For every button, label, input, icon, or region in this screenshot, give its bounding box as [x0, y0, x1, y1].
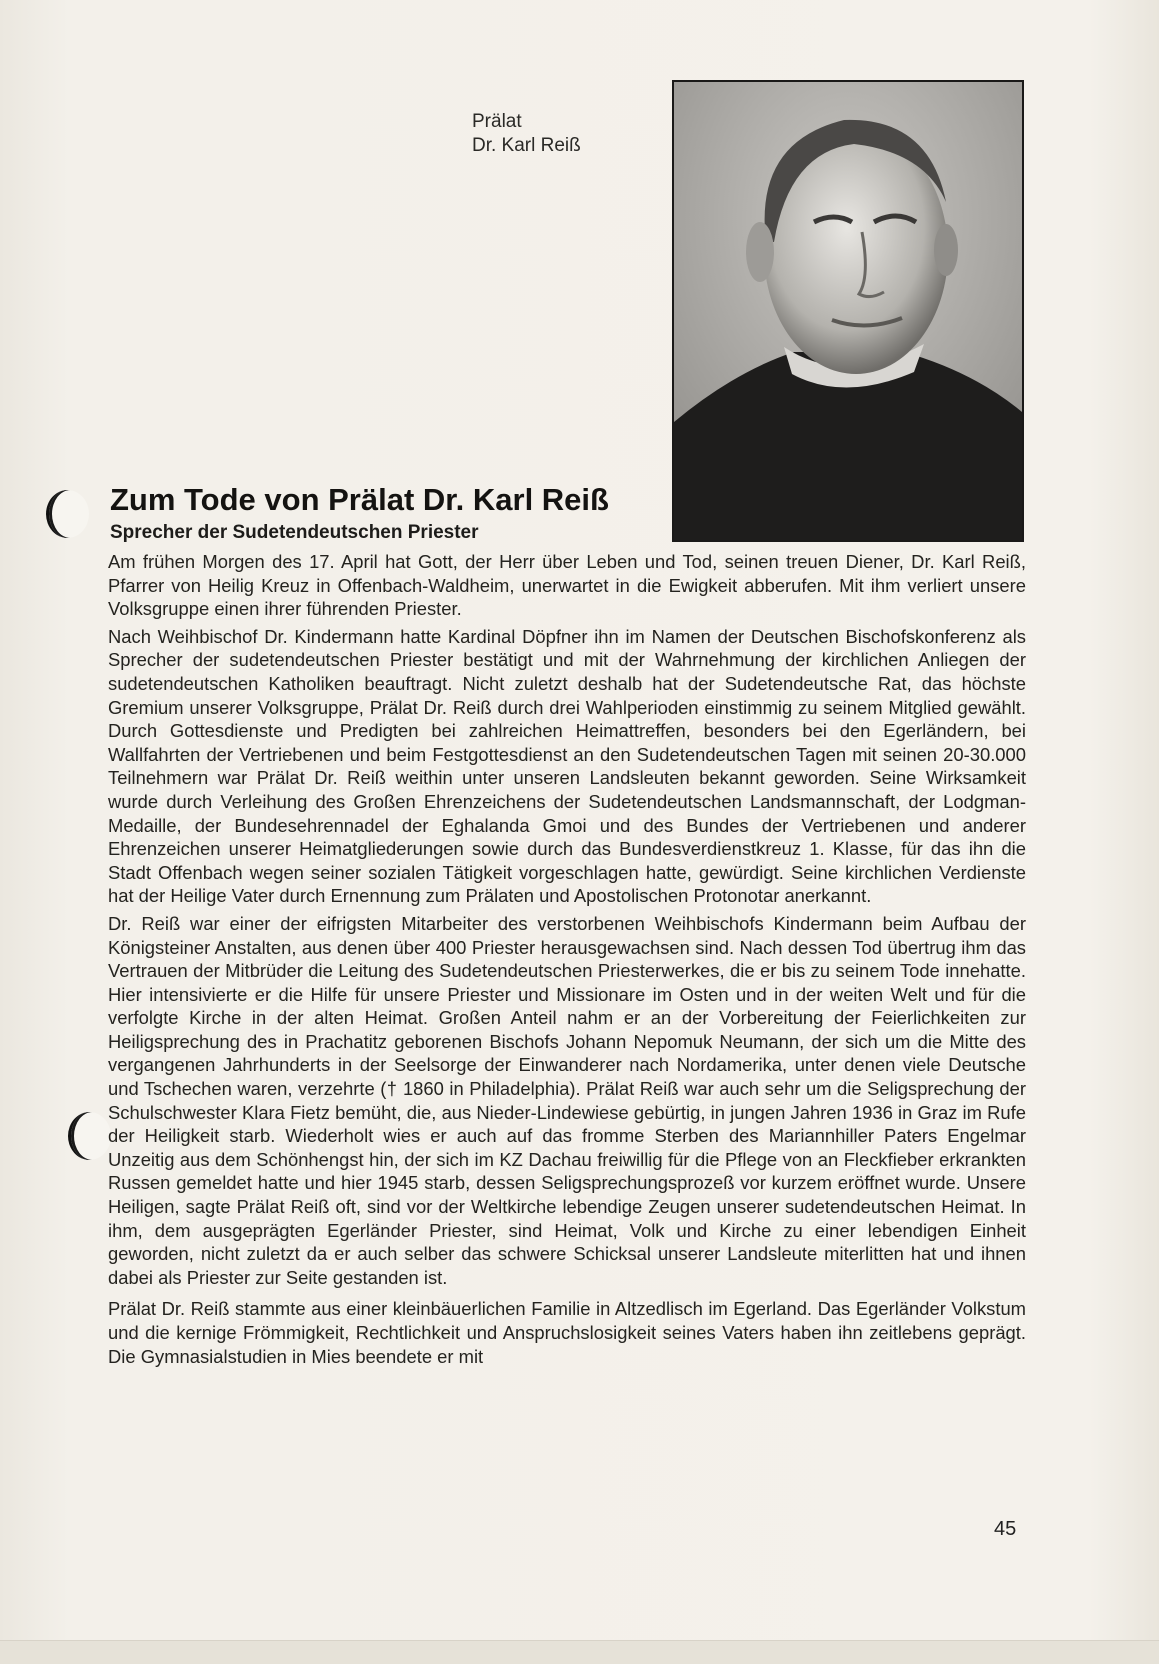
photo-caption — [472, 110, 581, 158]
punch-hole-top — [46, 490, 89, 538]
article-subtitle: Sprecher der Sudetendeutschen Priester — [110, 522, 479, 543]
article-title: Zum Tode von Prälat Dr. Karl Reiß — [110, 482, 609, 517]
page-bottom-edge — [0, 1640, 1159, 1664]
portrait-photo — [672, 80, 1024, 542]
paragraph: Dr. Reiß war einer der eifrigsten Mitarbeiter des verstorbenen Weihbischofs Kindermann beim Aufbau der Königsteiner Anstalten, aus denen über 400 Priester herausgewachsen sind. Nach dessen Tod übertrug ihm das Vertrauen der Mitbrüder die Leitung des Sudetendeutschen Priesterwerkes, die er bis zu seinem Tode innehatte. Hier intensivierte er die Hilfe für unsere Priester und Missionare im Osten und in der weiten Welt und für die verfolgte Kirche in der alten Heimat. Großen Anteil nahm er an der Vorbereitung der Feierlichkeiten zur Heiligsprechung des in Prachatitz geborenen Bischofs Johann Nepomuk Neumann, der sich um die Mitte des vergangenen Jahrhunderts in der Seelsorge der Einwanderer nach Nordamerika, unter denen viele Deutsche und Tschechen waren, verzehrte († 1860 in Philadelphia). Prälat Reiß war auch sehr um die Seligsprechung der Schulschwester Klara Fietz bemüht, die, aus Nieder-Lindewiese gebürtig, in jungen Jahren 1936 in Graz im Rufe der Heiligkeit starb. Wiederholt wies er auch auf das fromme Sterben des Mariannhiller Paters Engelmar Unzeitig aus dem Schönhengst hin, der sich im KZ Dachau freiwillig für die Pflege von an Fleckfieber erkrankten Russen gemeldet hatte und hier 1945 starb, dessen Seligsprechungsprozeß vor kurzem eröffnet wurde. Unsere Heiligen, sagte Prälat Reiß oft, sind vor der Weltkirche lebendige Zeugen unserer sudetendeutschen Heimat. In ihm, dem ausgeprägten Egerländer Priester, sind Heimat, Volk und Kirche zu einer lebendigen Einheit geworden, nicht zuletzt da er auch selber das schwere Schicksal unserer Landsleute miterlitten hat und ihnen dabei als Priester zur Seite gestanden ist. — [108, 912, 1026, 1288]
caption-line-name: Dr. Karl Reiß — [472, 135, 581, 156]
portrait-icon — [674, 82, 1022, 540]
paragraph: Am frühen Morgen des 17. April hat Gott, der Herr über Leben und Tod, seinen treuen Diener, Dr. Karl Reiß, Pfarrer von Heilig Kreuz in Offenbach-Waldheim, unerwartet in die Ewigkeit abberufen. Mit ihm verliert unsere Volksgruppe einen ihrer führenden Priester. — [108, 551, 1026, 620]
article-body — [108, 550, 1026, 1372]
paragraph: Nach Weihbischof Dr. Kindermann hatte Kardinal Döpfner ihn im Namen der Deutschen Bischofskonferenz als Sprecher der sudetendeutschen Priester bestätigt und mit der Wahrnehmung der kirchlichen Anliegen der sudetendeutschen Katholiken beauftragt. Nicht zuletzt deshalb hat der Sudetendeutsche Rat, das höchste Gremium unserer Volksgruppe, Prälat Dr. Reiß durch drei Wahlperioden einstimmig zu seinem Mitglied gewählt. Durch Gottesdienste und Predigten bei zahlreichen Heimattreffen, besonders bei den Egerländern, bei Wallfahrten der Vertriebenen und beim Festgottesdienst an den Sudetendeutschen Tagen mit seinen 20-30.000 Teilnehmern war Prälat Dr. Reiß weithin unter unseren Landsleuten bekannt geworden. Seine Wirksamkeit wurde durch Verleihung des Großen Ehrenzeichens der Sudetendeutschen Landsmannschaft, der Lodgman-Medaille, der Bundesehrennadel der Eghalanda Gmoi und des Bundes der Vertriebenen und anderer Ehrenzeichen unserer Heimatgliederungen sowie durch das Bundesverdienstkreuz 1. Klasse, für das ihn die Stadt Offenbach wegen seiner sozialen Tätigkeit vorgeschlagen hatte, gewürdigt. Seine kirchlichen Verdienste hat der Heilige Vater durch Ernennung zum Prälaten und Apostolischen Protonotar anerkannt. — [108, 625, 1026, 907]
page-number: 45 — [994, 1518, 1017, 1540]
caption-line-title: Prälat — [472, 111, 522, 132]
punch-hole-bottom — [68, 1112, 111, 1160]
paragraph: Prälat Dr. Reiß stammte aus einer kleinbäuerlichen Familie in Altzedlisch im Egerland. Das Egerländer Volkstum und die kernige Frömmigkeit, Rechtlichkeit und Anspruchslosigkeit seines Vaters haben ihn zeitlebens geprägt. Die Gymnasialstudien in Mies beendete er mit — [108, 1298, 1026, 1367]
